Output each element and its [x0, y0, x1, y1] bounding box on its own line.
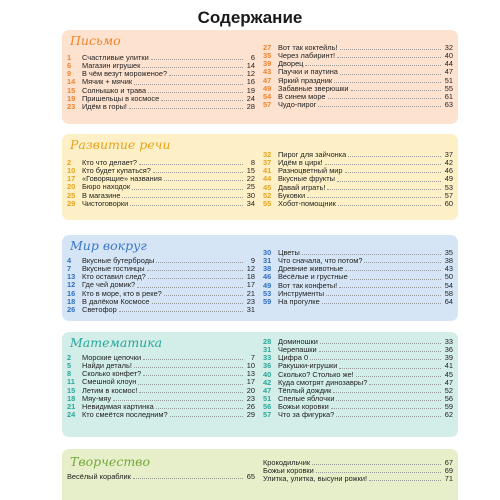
- section-title: Развитие речи: [70, 137, 171, 152]
- toc-entry-page: 47: [444, 377, 453, 387]
- toc-column-right: [263, 459, 453, 483]
- toc-entry-number: 57: [263, 99, 272, 109]
- dot-leader: [331, 408, 441, 409]
- toc-entry-title: Яркий праздник: [278, 75, 333, 85]
- toc-entry-title: Спелые яблочки: [278, 393, 335, 403]
- dot-leader: [153, 172, 243, 173]
- toc-entry-number: 17: [67, 174, 76, 184]
- toc-entry-title: Через лабиринт!: [278, 51, 336, 61]
- toc-entry-page: 39: [444, 353, 453, 363]
- dot-leader: [337, 181, 441, 182]
- toc-entry-page: 71: [444, 474, 453, 484]
- toc-entry-page: 42: [444, 158, 453, 168]
- toc-entry-page: 60: [444, 198, 453, 208]
- toc-column-left: [67, 473, 255, 481]
- toc-entry-title: Вкусные бутерброды: [82, 255, 155, 265]
- dot-leader: [307, 197, 441, 198]
- toc-entry: [67, 306, 255, 314]
- toc-entry-title: Ракушки-игрушки: [278, 361, 338, 371]
- toc-entry-page: 40: [444, 51, 453, 61]
- dot-leader: [318, 106, 441, 107]
- toc-entry-page: 36: [444, 345, 453, 355]
- toc-entry-page: 17: [246, 377, 255, 387]
- toc-entry-title: Где чей домик?: [82, 280, 136, 290]
- toc-entry-title: Мячик + мячик: [82, 77, 133, 87]
- toc-entry-title: Разноцветный мир: [278, 166, 343, 176]
- toc-entry: [263, 411, 453, 419]
- toc-entry-page: 24: [246, 93, 255, 103]
- toc-entry-page: 52: [444, 385, 453, 395]
- toc-entry-title: Буковки: [278, 190, 306, 200]
- dot-leader: [143, 375, 243, 376]
- toc-entry-title: Пирог для зайчонка: [278, 149, 347, 159]
- toc-entry-title: Черепашки: [278, 345, 317, 355]
- toc-entry-number: 36: [263, 361, 272, 371]
- dot-leader: [356, 376, 441, 377]
- toc-entry-title: Дворец: [278, 59, 304, 69]
- toc-entry-title: Сколько? Столько же!: [278, 369, 354, 379]
- toc-entry-number: 53: [263, 288, 272, 298]
- toc-entry-number: 11: [67, 377, 75, 387]
- dot-leader: [369, 480, 441, 481]
- toc-entry-number: 40: [263, 369, 272, 379]
- toc-entry: [263, 101, 453, 109]
- toc-entry-page: 12: [246, 264, 255, 274]
- toc-entry-number: 20: [67, 182, 76, 192]
- toc-column-right: [263, 151, 453, 208]
- toc-entry-page: 17: [246, 280, 255, 290]
- dot-leader: [334, 82, 441, 83]
- toc-entry-number: 59: [263, 296, 272, 306]
- dot-leader: [139, 164, 243, 165]
- toc-entry-page: 58: [444, 288, 453, 298]
- toc-entry-title: Забавные зверюшки: [278, 83, 349, 93]
- toc-entry-number: 43: [263, 67, 272, 77]
- toc-entry-page: 56: [444, 393, 453, 403]
- toc-entry-number: 18: [67, 296, 76, 306]
- toc-entry-page: 6: [250, 52, 255, 62]
- dot-leader: [316, 472, 441, 473]
- dot-leader: [345, 270, 441, 271]
- toc-entry-page: 28: [246, 101, 255, 111]
- toc-entry-page: 8: [250, 157, 255, 167]
- toc-column-left: [67, 159, 255, 208]
- toc-entry-title: Вот так коктейль!: [278, 42, 338, 52]
- toc-entry-title: Кто в море, кто в реке?: [82, 288, 162, 298]
- section-creativity: [62, 449, 458, 500]
- toc-entry-number: 4: [67, 255, 72, 265]
- toc-entry-number: 31: [263, 256, 272, 266]
- toc-entry-title: В далёком Космосе: [82, 296, 150, 306]
- toc-entry-title: На прогулке: [278, 296, 320, 306]
- toc-entry-number: 19: [67, 93, 76, 103]
- toc-entry-number: 55: [263, 198, 272, 208]
- toc-entry-number: 18: [67, 393, 76, 403]
- toc-entry-number: 44: [263, 174, 272, 184]
- dot-leader: [369, 384, 441, 385]
- toc-entry-number: 12: [67, 280, 76, 290]
- toc-entry-page: 41: [444, 361, 453, 371]
- section-title: Математика: [70, 335, 163, 350]
- toc-entry-page: 21: [246, 288, 255, 298]
- toc-entry-page: 44: [444, 59, 453, 69]
- toc-entry-number: 47: [263, 385, 272, 395]
- dot-leader: [340, 74, 441, 75]
- toc-entry-title: Что за фигурка?: [278, 410, 335, 420]
- toc-entry-page: 18: [246, 272, 255, 282]
- toc-entry: [263, 475, 453, 483]
- toc-entry-number: 13: [67, 272, 76, 282]
- dot-leader: [345, 172, 441, 173]
- dot-leader: [337, 57, 441, 58]
- toc-entry-page: 49: [444, 174, 453, 184]
- toc-entry-title: В чём везут мороженое?: [82, 69, 168, 79]
- toc-entry-title: Весёлый кораблик: [67, 471, 131, 481]
- toc-entry-title: Вот так конфеты!: [278, 280, 338, 290]
- toc-entry: [67, 473, 255, 481]
- dot-leader: [164, 180, 243, 181]
- toc-entry-title: Пришельцы в космосе: [82, 93, 160, 103]
- toc-entry-title: Что сначала, что потом?: [278, 256, 363, 266]
- toc-entry: [67, 103, 255, 111]
- dot-leader: [161, 100, 243, 101]
- toc-entry-page: 16: [246, 77, 255, 87]
- dot-leader: [134, 367, 243, 368]
- toc-entry-page: 23: [246, 393, 255, 403]
- toc-entry-title: Цветы: [278, 247, 300, 257]
- toc-entry-title: Давай играть!: [278, 182, 326, 192]
- page-title: Содержание: [197, 8, 303, 27]
- toc-entry-title: Мяу-мяу: [82, 393, 112, 403]
- toc-entry-page: 55: [444, 83, 453, 93]
- toc-entry-title: Крокодильчик: [263, 457, 311, 467]
- toc-entry-title: Тёплый дождик: [278, 385, 332, 395]
- toc-entry-page: 51: [444, 75, 453, 85]
- toc-entry-number: 27: [263, 42, 272, 52]
- toc-entry-number: 41: [263, 166, 272, 176]
- toc-entry-page: 13: [246, 369, 255, 379]
- toc-entry-number: 23: [67, 101, 76, 111]
- toc-entry-title: Морские цепочки: [82, 352, 142, 362]
- toc-entry-page: 10: [246, 361, 255, 371]
- toc-entry-number: 15: [67, 385, 76, 395]
- toc-entry-title: Чудо-пирог: [278, 99, 317, 109]
- dot-leader: [156, 262, 243, 263]
- dot-leader: [319, 351, 441, 352]
- toc-entry-title: Кто что делает?: [82, 157, 138, 167]
- dot-leader: [340, 49, 441, 50]
- toc-entry-page: 38: [444, 256, 453, 266]
- dot-leader: [326, 295, 441, 296]
- dot-leader: [151, 59, 243, 60]
- dot-leader: [364, 262, 441, 263]
- section-title: Письмо: [70, 33, 121, 48]
- toc-entry-number: 39: [263, 59, 272, 69]
- toc-entry-number: 30: [263, 247, 272, 257]
- dot-leader: [156, 408, 243, 409]
- section-title: Творчество: [70, 454, 150, 469]
- toc-column-right: [263, 338, 453, 419]
- toc-entry-page: 50: [444, 272, 453, 282]
- toc-entry: [67, 411, 255, 419]
- dot-leader: [148, 278, 243, 279]
- dot-leader: [134, 84, 243, 85]
- toc-entry-page: 35: [444, 247, 453, 257]
- toc-entry-title: В синем море: [278, 91, 326, 101]
- toc-entry-title: Цифра 0: [278, 353, 309, 363]
- toc-entry-number: 45: [263, 182, 272, 192]
- toc-entry-page: 30: [246, 190, 255, 200]
- dot-leader: [336, 400, 441, 401]
- toc-entry-page: 20: [246, 385, 255, 395]
- dot-leader: [325, 164, 441, 165]
- toc-entry-page: 12: [246, 69, 255, 79]
- dot-leader: [336, 416, 441, 417]
- toc-entry-page: 32: [444, 42, 453, 52]
- dot-leader: [322, 303, 441, 304]
- toc-entry-title: Солнышко и трава: [82, 85, 147, 95]
- dot-leader: [305, 65, 441, 66]
- toc-entry-page: 63: [444, 99, 453, 109]
- toc-entry-page: 47: [444, 67, 453, 77]
- dot-leader: [327, 189, 441, 190]
- dot-leader: [143, 359, 243, 360]
- toc-entry-number: 47: [263, 75, 272, 85]
- dot-leader: [339, 368, 441, 369]
- toc-entry-title: Куда смотрят динозавры?: [278, 377, 368, 387]
- dot-leader: [148, 92, 243, 93]
- toc-entry-title: Кто будет купаться?: [82, 166, 151, 176]
- toc-entry-page: 9: [250, 255, 255, 265]
- dot-leader: [310, 359, 441, 360]
- toc-entry-title: Магазин игрушек: [82, 61, 141, 71]
- toc-column-right: [263, 44, 453, 109]
- dot-leader: [351, 90, 441, 91]
- dot-leader: [312, 464, 441, 465]
- dot-leader: [122, 197, 243, 198]
- toc-entry-page: 25: [246, 182, 255, 192]
- dot-leader: [138, 384, 243, 385]
- toc-entry-number: 32: [263, 149, 272, 159]
- dot-leader: [339, 287, 441, 288]
- section-speech-development: [62, 134, 458, 220]
- toc-entry-title: В магазине: [82, 190, 121, 200]
- toc-entry-page: 23: [246, 296, 255, 306]
- toc-entry-number: 21: [67, 401, 76, 411]
- toc-entry-number: 8: [67, 369, 72, 379]
- toc-entry-number: 33: [263, 353, 272, 363]
- toc-entry-number: 35: [263, 51, 272, 61]
- toc-entry-title: «Говорящие» названия: [82, 174, 162, 184]
- toc-entry: [263, 200, 453, 208]
- toc-entry-title: Найди деталь!: [82, 361, 132, 371]
- toc-entry-number: 10: [67, 166, 76, 176]
- toc-entry-number: 42: [263, 377, 272, 387]
- toc-entry: [67, 200, 255, 208]
- dot-leader: [113, 400, 243, 401]
- dot-leader: [152, 303, 244, 304]
- toc-entry-number: 52: [263, 190, 272, 200]
- toc-entry-number: 5: [67, 361, 72, 371]
- toc-entry-page: 59: [444, 402, 453, 412]
- dot-leader: [139, 392, 243, 393]
- toc-entry-page: 22: [246, 174, 255, 184]
- toc-entry-title: Летим в космос!: [82, 385, 138, 395]
- toc-entry-title: Светофор: [82, 304, 117, 314]
- dot-leader: [137, 287, 243, 288]
- toc-entry-number: 37: [263, 158, 272, 168]
- dot-leader: [142, 67, 243, 68]
- toc-entry-title: Кто смеётся последним?: [82, 409, 168, 419]
- toc-entry-title: Инструменты: [278, 288, 325, 298]
- section-world-around: [62, 235, 458, 321]
- toc-entry-title: Бюро находок: [82, 182, 131, 192]
- dot-leader: [350, 279, 441, 280]
- toc-entry-title: Счастливые улитки: [82, 52, 149, 62]
- section-writing: [62, 30, 458, 124]
- toc-entry-page: 65: [246, 471, 255, 481]
- toc-entry-number: 31: [263, 345, 272, 355]
- dot-leader: [333, 392, 441, 393]
- toc-entry-number: 14: [67, 77, 76, 87]
- toc-entry-page: 69: [444, 466, 453, 476]
- toc-entry-number: 56: [263, 402, 272, 412]
- toc-entry-number: 2: [67, 157, 72, 167]
- toc-entry-page: 46: [444, 166, 453, 176]
- toc-entry-page: 53: [444, 182, 453, 192]
- toc-entry-title: Идём в цирк!: [278, 158, 323, 168]
- toc-entry-page: 67: [444, 457, 453, 467]
- dot-leader: [170, 416, 243, 417]
- toc-entry-page: 43: [444, 264, 453, 274]
- toc-entry-number: 49: [263, 280, 272, 290]
- toc-entry-page: 15: [246, 166, 255, 176]
- toc-entry-number: 28: [263, 336, 272, 346]
- toc-entry-page: 37: [444, 149, 453, 159]
- toc-entry-title: Улитка, улитка, высуни рожки!: [263, 474, 367, 484]
- dot-leader: [130, 205, 243, 206]
- toc-entry-title: Паучки и паутина: [278, 67, 338, 77]
- toc-entry-title: Идём в горы!: [82, 101, 127, 111]
- toc-entry-number: 49: [263, 83, 272, 93]
- toc-entry-page: 62: [444, 410, 453, 420]
- dot-leader: [338, 205, 441, 206]
- toc-entry-number: 15: [67, 85, 76, 95]
- toc-entry-page: 64: [444, 296, 453, 306]
- toc-entry-title: Чистоговорки: [82, 198, 129, 208]
- toc-entry-page: 29: [246, 409, 255, 419]
- dot-leader: [147, 270, 243, 271]
- dot-leader: [328, 98, 441, 99]
- toc-entry-page: 57: [444, 190, 453, 200]
- toc-column-left: [67, 354, 255, 419]
- toc-entry-number: 57: [263, 410, 272, 420]
- toc-entry-number: 7: [67, 264, 72, 274]
- toc-column-left: [67, 54, 255, 111]
- toc-entry-title: Вкусные гостинцы: [82, 264, 145, 274]
- dot-leader: [302, 254, 441, 255]
- toc-entry-number: 1: [67, 52, 72, 62]
- toc-entry-number: 16: [67, 288, 76, 298]
- toc-entry-number: 9: [67, 69, 72, 79]
- toc-entry-page: 61: [444, 91, 453, 101]
- toc-entry-title: Невидимая картинка: [82, 401, 154, 411]
- toc-entry-page: 34: [246, 198, 255, 208]
- dot-leader: [164, 295, 243, 296]
- toc-entry-page: 31: [246, 304, 255, 314]
- toc-entry-title: Божьи коровки: [263, 466, 314, 476]
- toc-entry-title: Сколько конфет?: [82, 369, 142, 379]
- toc-column-left: [67, 257, 255, 314]
- toc-entry: [263, 298, 453, 306]
- toc-entry-title: Кто оставил след?: [82, 272, 146, 282]
- toc-entry-page: 7: [250, 352, 255, 362]
- section-mathematics: [62, 332, 458, 437]
- toc-entry-title: Хобот-помощник: [278, 198, 336, 208]
- toc-entry-number: 25: [67, 190, 76, 200]
- toc-entry-number: 46: [263, 272, 272, 282]
- dot-leader: [320, 343, 441, 344]
- dot-leader: [132, 189, 243, 190]
- toc-entry-title: Вкусные фрукты: [278, 174, 335, 184]
- toc-entry-number: 51: [263, 393, 272, 403]
- dot-leader: [348, 156, 441, 157]
- toc-entry-page: 45: [444, 369, 453, 379]
- toc-entry-page: 19: [246, 85, 255, 95]
- toc-entry-page: 26: [246, 401, 255, 411]
- dot-leader: [169, 75, 243, 76]
- toc-entry-title: Божьи коровки: [278, 402, 329, 412]
- toc-entry-number: 26: [67, 304, 76, 314]
- toc-entry-page: 33: [444, 336, 453, 346]
- dot-leader: [119, 311, 243, 312]
- toc-entry-number: 29: [67, 198, 76, 208]
- dot-leader: [133, 478, 243, 479]
- toc-entry-title: Доминошки: [278, 336, 318, 346]
- toc-entry-page: 54: [444, 280, 453, 290]
- toc-entry-title: Весёлые и грустные: [278, 272, 348, 282]
- toc-entry-number: 2: [67, 352, 72, 362]
- toc-entry-number: 54: [263, 91, 272, 101]
- section-title: Мир вокруг: [70, 238, 147, 253]
- dot-leader: [129, 108, 243, 109]
- toc-entry-title: Древние животные: [278, 264, 344, 274]
- toc-entry-number: 38: [263, 264, 272, 274]
- toc-column-right: [263, 249, 453, 306]
- toc-entry-page: 14: [246, 61, 255, 71]
- toc-entry-title: Смешной клоун: [82, 377, 137, 387]
- toc-entry-number: 6: [67, 61, 72, 71]
- toc-entry-number: 24: [67, 409, 76, 419]
